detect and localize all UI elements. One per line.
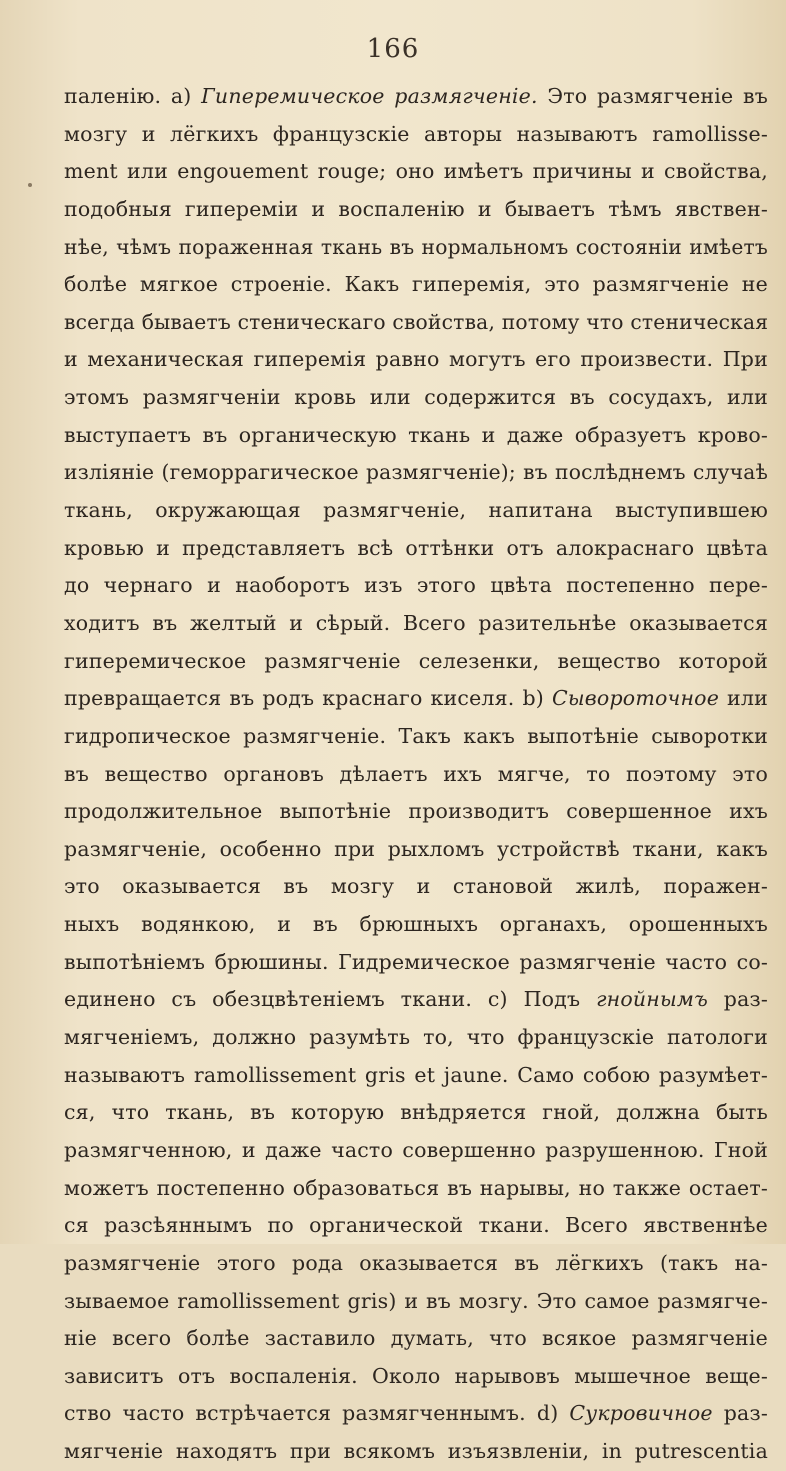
- italic-term: Гиперемическое размягченіе.: [201, 84, 538, 108]
- italic-term: Сукровичное: [569, 1401, 713, 1426]
- text-run: и механическая гиперемія равно могутъ его произвести. При: [64, 347, 768, 372]
- text-run: единено съ обезцвѣтеніемъ ткани. с) Подъ: [64, 987, 597, 1012]
- text-run: это оказывается въ мозгу и становой жилѣ, поражен-: [64, 874, 768, 899]
- text-line: [64, 191, 768, 229]
- text-run: размягченною, и даже часто совершенно разрушенною. Гной: [64, 1137, 768, 1162]
- text-run: ніе всего болѣе заставило думать, что всякое размягченіе: [64, 1326, 768, 1351]
- text-run: мягченіе находятъ при всякомъ изъязвленіи, in putrescentia: [64, 1439, 768, 1464]
- text-line: [64, 116, 768, 154]
- text-line: [64, 831, 768, 869]
- text-run: гидропическое размягченіе. Такъ какъ выпотѣніе сыворотки: [64, 723, 768, 748]
- text-line: [64, 868, 768, 906]
- text-line: [64, 906, 768, 944]
- text-run: зываемое ramollissement gris) и въ мозгу. Это самое размягче-: [64, 1288, 768, 1313]
- text-line: [64, 417, 768, 455]
- text-line: [64, 1057, 768, 1095]
- text-run: превращается въ родъ краснаго киселя. b): [64, 686, 552, 711]
- text-line: [64, 680, 768, 718]
- text-line: [64, 1395, 768, 1433]
- text-run: гиперемическое размягченіе селезенки, вещество которой: [64, 648, 768, 673]
- text-run: зависитъ отъ воспаленія. Около нарывовъ мышечное веще-: [64, 1363, 768, 1388]
- text-run: всегда бываетъ стеническаго свойства, потому что стеническая: [64, 309, 769, 334]
- text-run: подобныя гипереміи и воспаленію и бываетъ тѣмъ явствен-: [64, 196, 768, 221]
- text-line: [64, 266, 768, 304]
- text-run: ходитъ въ желтый и сѣрый. Всего разительнѣе оказывается: [64, 610, 768, 635]
- text-line: [64, 793, 768, 831]
- text-run: нѣе, чѣмъ пораженная ткань въ нормальномъ состояніи имѣетъ: [64, 234, 768, 259]
- text-line: [64, 454, 768, 492]
- text-run: продолжительное выпотѣніе производитъ совершенное ихъ: [64, 799, 768, 824]
- text-run: этомъ размягченіи кровь или содержится въ сосудахъ, или: [64, 385, 768, 410]
- text-line: [64, 981, 768, 1019]
- text-line: [64, 567, 768, 605]
- text-run: или: [719, 686, 768, 711]
- text-run: изліяніе (геморрагическое размягченіе); въ послѣднемъ случаѣ: [64, 460, 768, 485]
- text-line: [64, 1245, 768, 1283]
- italic-term: гнойнымъ: [596, 987, 708, 1012]
- text-run: ныхъ водянкою, и въ брюшныхъ органахъ, орошенныхъ: [64, 912, 768, 937]
- text-line: [64, 944, 768, 982]
- text-run: въ вещество органовъ дѣлаетъ ихъ мягче, то поэтому это: [64, 761, 768, 786]
- text-line: [64, 1207, 768, 1245]
- text-line: [64, 229, 768, 267]
- text-line: [64, 1433, 768, 1471]
- text-line: [64, 1320, 768, 1358]
- ink-speck: [28, 183, 32, 187]
- text-run: выступаетъ въ органическую ткань и даже образуетъ крово-: [64, 422, 768, 447]
- text-run: до чернаго и наоборотъ изъ этого цвѣта постепенно пере-: [64, 573, 768, 598]
- text-run: раз-: [707, 987, 768, 1012]
- text-line: [64, 756, 768, 794]
- text-run: размягченіе, особенно при рыхломъ устройствѣ ткани, какъ: [64, 836, 768, 861]
- text-line: [64, 643, 768, 681]
- text-run: называютъ ramollissement gris et jaune. Само собою разумѣет-: [64, 1062, 768, 1087]
- text-run: паленію. а): [64, 84, 202, 108]
- text-run: ment или engouement rouge; оно имѣетъ причины и свойства,: [64, 159, 768, 184]
- italic-term: Сывороточное: [552, 686, 720, 711]
- page-number: 166: [366, 34, 420, 64]
- text-line: [64, 1358, 768, 1396]
- text-line: [64, 1283, 768, 1321]
- text-line: [64, 341, 768, 379]
- text-line: [64, 492, 768, 530]
- text-line: [64, 530, 768, 568]
- text-line: [64, 153, 768, 191]
- text-run: Это размягченіе въ: [537, 84, 768, 108]
- text-run: мозгу и лёгкихъ французскіе авторы называютъ ramollisse-: [64, 121, 768, 146]
- text-line: [64, 304, 768, 342]
- text-run: выпотѣніемъ брюшины. Гидремическое размягченіе часто со-: [64, 949, 768, 974]
- text-run: ся, что ткань, въ которую внѣдряется гной, должна быть: [64, 1100, 768, 1125]
- text-run: болѣе мягкое строеніе. Какъ гиперемія, это размягченіе не: [64, 272, 768, 297]
- text-run: раз-: [712, 1401, 768, 1426]
- text-line: [64, 379, 768, 417]
- text-run: ся разсѣяннымъ по органической ткани. Всего явственнѣе: [64, 1213, 768, 1238]
- text-line: [64, 1094, 768, 1132]
- text-run: ткань, окружающая размягченіе, напитана выступившею: [64, 498, 768, 523]
- text-line: [64, 605, 768, 643]
- text-run: кровью и представляетъ всѣ оттѣнки отъ алокраснаго цвѣта: [64, 535, 768, 560]
- text-run: размягченіе этого рода оказывается въ лёгкихъ (такъ на-: [64, 1250, 768, 1275]
- text-line: [64, 1132, 768, 1170]
- text-run: можетъ постепенно образоваться въ нарывы, но также остает-: [64, 1175, 768, 1200]
- text-line: [64, 1019, 768, 1057]
- body-text: [64, 78, 768, 1471]
- text-run: ство часто встрѣчается размягченнымъ. d): [64, 1401, 570, 1426]
- text-line: [64, 78, 768, 116]
- text-line: [64, 718, 768, 756]
- text-run: мягченіемъ, должно разумѣть то, что французскіе патологи: [64, 1025, 768, 1050]
- text-line: [64, 1170, 768, 1208]
